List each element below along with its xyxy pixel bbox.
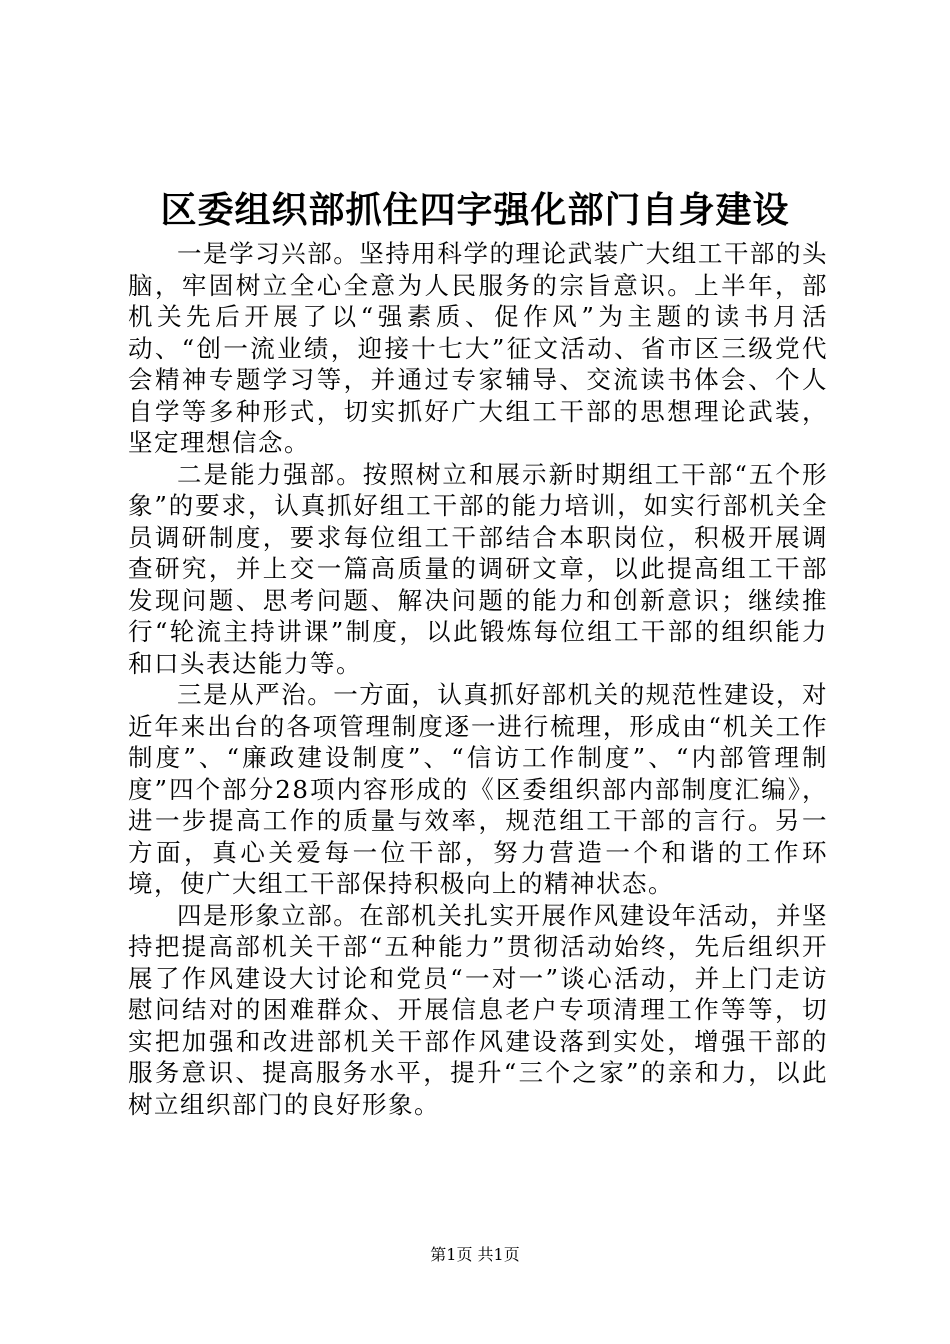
document-title: 区委组织部抓住四字强化部门自身建设 (160, 189, 790, 231)
page-number-footer: 第1页 共1页 (430, 1245, 520, 1264)
paragraph-discipline: 三是从严治。一方面，认真抓好部机关的规范性建设，对近年来出台的各项管理制度逐一进行梳理，形成由“机关工作制度”、“廉政建设制度”、“信访工作制度”、“内部管理制度”四个部分28项内容形成的《区委组织部内部制度汇编》，进一步提高工作的质量与效率，规范组工干部的言行。另一方面，真心关爱每一位干部，努力营造一个和谐的工作环境，使广大组工干部保持积极向上的精神状态。 (128, 680, 828, 898)
document-body (128, 238, 828, 1120)
paragraph-learning: 一是学习兴部。坚持用科学的理论武装广大组工干部的头脑，牢固树立全心全意为人民服务的宗旨意识。上半年，部机关先后开展了以“强素质、促作风”为主题的读书月活动、“创一流业绩，迎接十七大”征文活动、省市区三级党代会精神专题学习等，并通过专家辅导、交流读书体会、个人自学等多种形式，切实抓好广大组工干部的思想理论武装，坚定理想信念。 (128, 239, 828, 457)
paragraph-image: 四是形象立部。在部机关扎实开展作风建设年活动，并坚持把提高部机关干部“五种能力”贯彻活动始终，先后组织开展了作风建设大讨论和党员“一对一”谈心活动，并上门走访慰问结对的困难群众、开展信息老户专项清理工作等等，切实把加强和改进部机关干部作风建设落到实处，增强干部的服务意识、提高服务水平，提升“三个之家”的亲和力，以此树立组织部门的良好形象。 (128, 900, 828, 1119)
paragraph-capability: 二是能力强部。按照树立和展示新时期组工干部“五个形象”的要求，认真抓好组工干部的能力培训，如实行部机关全员调研制度，要求每位组工干部结合本职岗位，积极开展调查研究，并上交一篇高质量的调研文章，以此提高组工干部发现问题、思考问题、解决问题的能力和创新意识；继续推行“轮流主持讲课”制度，以此锻炼每位组工干部的组织能力和口头表达能力等。 (128, 459, 828, 678)
